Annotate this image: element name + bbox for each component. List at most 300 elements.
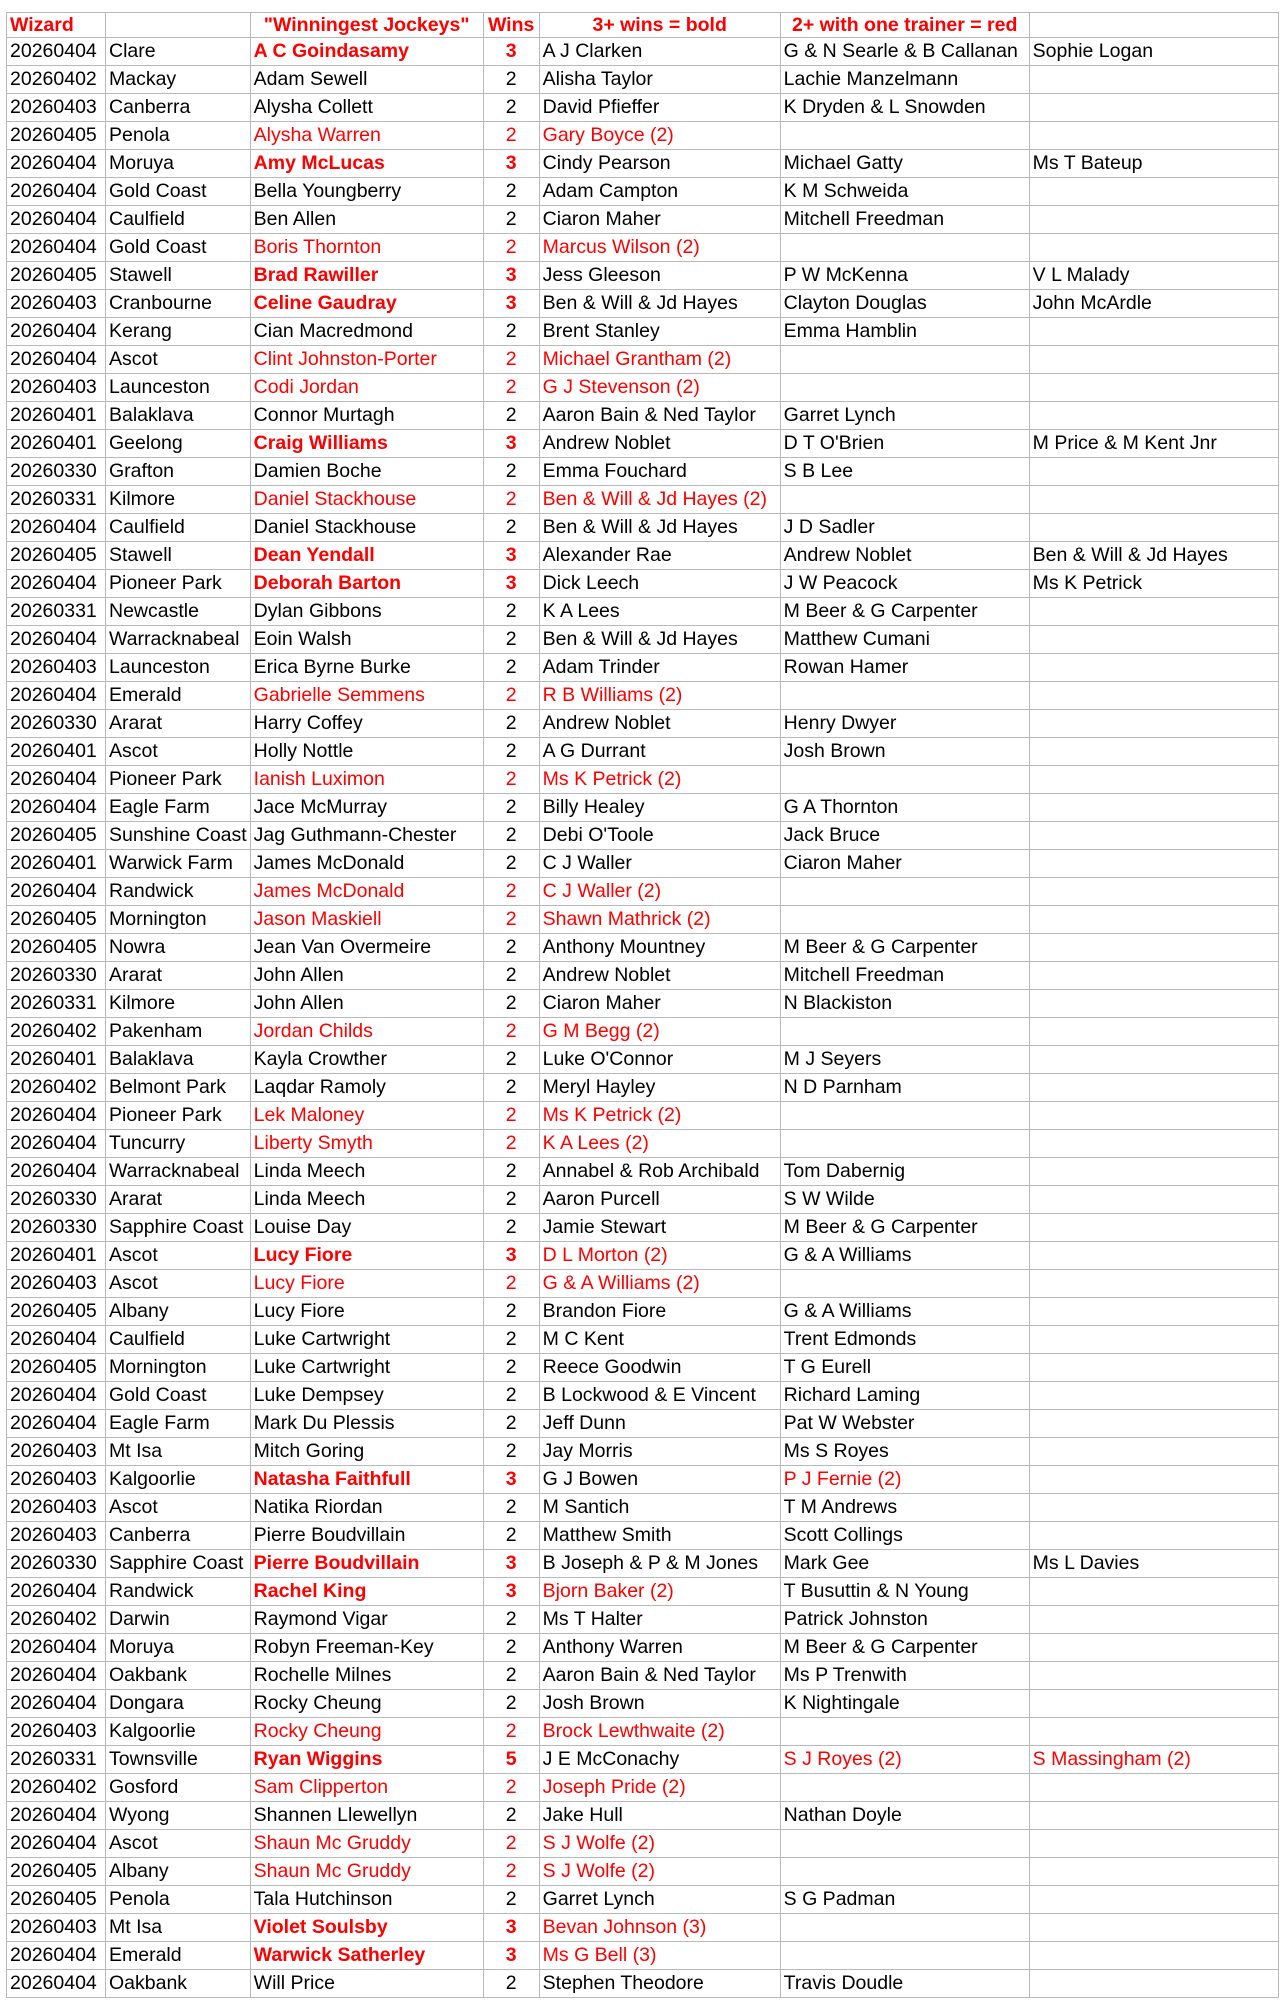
date-cell[interactable]: 20260403 bbox=[7, 1270, 106, 1298]
date-cell[interactable]: 20260404 bbox=[7, 1130, 106, 1158]
track-cell[interactable]: Warwick Farm bbox=[106, 850, 251, 878]
date-cell[interactable]: 20260404 bbox=[7, 1942, 106, 1970]
date-cell[interactable]: 20260403 bbox=[7, 1466, 106, 1494]
trainer-2-cell[interactable]: T G Eurell bbox=[780, 1354, 1029, 1382]
trainer-2-cell[interactable]: S B Lee bbox=[780, 458, 1029, 486]
date-cell[interactable]: 20260404 bbox=[7, 1662, 106, 1690]
trainer-1-cell[interactable]: Brent Stanley bbox=[539, 318, 780, 346]
jockey-cell[interactable]: Tala Hutchinson bbox=[250, 1886, 483, 1914]
trainer-3-cell[interactable] bbox=[1029, 1438, 1278, 1466]
trainer-1-cell[interactable]: C J Waller (2) bbox=[539, 878, 780, 906]
wins-cell[interactable]: 2 bbox=[483, 710, 539, 738]
trainer-2-cell[interactable]: M Beer & G Carpenter bbox=[780, 1634, 1029, 1662]
jockey-cell[interactable]: Gabrielle Semmens bbox=[250, 682, 483, 710]
trainer-1-cell[interactable]: Marcus Wilson (2) bbox=[539, 234, 780, 262]
trainer-2-cell[interactable]: T Busuttin & N Young bbox=[780, 1578, 1029, 1606]
trainer-2-cell[interactable]: K Nightingale bbox=[780, 1690, 1029, 1718]
track-cell[interactable]: Kalgoorlie bbox=[106, 1718, 251, 1746]
trainer-3-cell[interactable] bbox=[1029, 402, 1278, 430]
header-trainer-2[interactable]: 2+ with one trainer = red bbox=[780, 13, 1029, 38]
trainer-2-cell[interactable] bbox=[780, 766, 1029, 794]
wins-cell[interactable]: 3 bbox=[483, 542, 539, 570]
trainer-3-cell[interactable] bbox=[1029, 458, 1278, 486]
jockey-cell[interactable]: Brad Rawiller bbox=[250, 262, 483, 290]
wins-cell[interactable]: 2 bbox=[483, 738, 539, 766]
trainer-3-cell[interactable] bbox=[1029, 1018, 1278, 1046]
trainer-2-cell[interactable]: Josh Brown bbox=[780, 738, 1029, 766]
trainer-2-cell[interactable] bbox=[780, 1718, 1029, 1746]
date-cell[interactable]: 20260405 bbox=[7, 1886, 106, 1914]
trainer-2-cell[interactable]: Jack Bruce bbox=[780, 822, 1029, 850]
trainer-2-cell[interactable] bbox=[780, 346, 1029, 374]
date-cell[interactable]: 20260404 bbox=[7, 206, 106, 234]
jockey-cell[interactable]: Connor Murtagh bbox=[250, 402, 483, 430]
trainer-3-cell[interactable] bbox=[1029, 1662, 1278, 1690]
jockey-cell[interactable]: James McDonald bbox=[250, 878, 483, 906]
wins-cell[interactable]: 2 bbox=[483, 1606, 539, 1634]
trainer-2-cell[interactable]: Mitchell Freedman bbox=[780, 962, 1029, 990]
trainer-2-cell[interactable]: Matthew Cumani bbox=[780, 626, 1029, 654]
trainer-3-cell[interactable] bbox=[1029, 682, 1278, 710]
jockey-cell[interactable]: Rocky Cheung bbox=[250, 1690, 483, 1718]
track-cell[interactable]: Randwick bbox=[106, 878, 251, 906]
trainer-2-cell[interactable]: Emma Hamblin bbox=[780, 318, 1029, 346]
wins-cell[interactable]: 2 bbox=[483, 402, 539, 430]
track-cell[interactable]: Dongara bbox=[106, 1690, 251, 1718]
header-jockey[interactable]: "Winningest Jockeys" bbox=[250, 13, 483, 38]
track-cell[interactable]: Launceston bbox=[106, 374, 251, 402]
trainer-2-cell[interactable]: Mark Gee bbox=[780, 1550, 1029, 1578]
date-cell[interactable]: 20260405 bbox=[7, 542, 106, 570]
wins-cell[interactable]: 2 bbox=[483, 458, 539, 486]
trainer-1-cell[interactable]: Ben & Will & Jd Hayes bbox=[539, 626, 780, 654]
trainer-1-cell[interactable]: Stephen Theodore bbox=[539, 1970, 780, 1998]
trainer-1-cell[interactable]: Meryl Hayley bbox=[539, 1074, 780, 1102]
wins-cell[interactable]: 2 bbox=[483, 374, 539, 402]
wins-cell[interactable]: 2 bbox=[483, 1410, 539, 1438]
date-cell[interactable]: 20260404 bbox=[7, 234, 106, 262]
jockey-cell[interactable]: Jace McMurray bbox=[250, 794, 483, 822]
trainer-2-cell[interactable] bbox=[780, 374, 1029, 402]
trainer-1-cell[interactable]: G & A Williams (2) bbox=[539, 1270, 780, 1298]
trainer-1-cell[interactable]: Aaron Bain & Ned Taylor bbox=[539, 402, 780, 430]
trainer-1-cell[interactable]: Josh Brown bbox=[539, 1690, 780, 1718]
track-cell[interactable]: Newcastle bbox=[106, 598, 251, 626]
jockey-cell[interactable]: Linda Meech bbox=[250, 1158, 483, 1186]
date-cell[interactable]: 20260403 bbox=[7, 290, 106, 318]
wins-cell[interactable]: 2 bbox=[483, 682, 539, 710]
trainer-1-cell[interactable]: Michael Grantham (2) bbox=[539, 346, 780, 374]
track-cell[interactable]: Pioneer Park bbox=[106, 570, 251, 598]
track-cell[interactable]: Canberra bbox=[106, 1522, 251, 1550]
trainer-3-cell[interactable] bbox=[1029, 1102, 1278, 1130]
trainer-2-cell[interactable] bbox=[780, 1914, 1029, 1942]
trainer-3-cell[interactable] bbox=[1029, 1214, 1278, 1242]
date-cell[interactable]: 20260401 bbox=[7, 1046, 106, 1074]
track-cell[interactable]: Oakbank bbox=[106, 1970, 251, 1998]
jockey-cell[interactable]: Dean Yendall bbox=[250, 542, 483, 570]
date-cell[interactable]: 20260330 bbox=[7, 1550, 106, 1578]
trainer-3-cell[interactable] bbox=[1029, 1718, 1278, 1746]
trainer-1-cell[interactable]: D L Morton (2) bbox=[539, 1242, 780, 1270]
track-cell[interactable]: Warracknabeal bbox=[106, 1158, 251, 1186]
wins-cell[interactable]: 2 bbox=[483, 1186, 539, 1214]
track-cell[interactable]: Emerald bbox=[106, 682, 251, 710]
trainer-3-cell[interactable] bbox=[1029, 1326, 1278, 1354]
date-cell[interactable]: 20260403 bbox=[7, 94, 106, 122]
jockey-cell[interactable]: Will Price bbox=[250, 1970, 483, 1998]
date-cell[interactable]: 20260405 bbox=[7, 906, 106, 934]
wins-cell[interactable]: 2 bbox=[483, 1858, 539, 1886]
trainer-2-cell[interactable]: G & A Williams bbox=[780, 1242, 1029, 1270]
wins-cell[interactable]: 2 bbox=[483, 934, 539, 962]
trainer-2-cell[interactable]: N D Parnham bbox=[780, 1074, 1029, 1102]
trainer-2-cell[interactable]: Patrick Johnston bbox=[780, 1606, 1029, 1634]
jockey-cell[interactable]: Lek Maloney bbox=[250, 1102, 483, 1130]
trainer-2-cell[interactable]: P J Fernie (2) bbox=[780, 1466, 1029, 1494]
wins-cell[interactable]: 2 bbox=[483, 1018, 539, 1046]
wins-cell[interactable]: 2 bbox=[483, 990, 539, 1018]
trainer-2-cell[interactable] bbox=[780, 1830, 1029, 1858]
track-cell[interactable]: Sapphire Coast bbox=[106, 1214, 251, 1242]
trainer-3-cell[interactable] bbox=[1029, 1942, 1278, 1970]
track-cell[interactable]: Balaklava bbox=[106, 402, 251, 430]
jockey-cell[interactable]: Rochelle Milnes bbox=[250, 1662, 483, 1690]
jockey-cell[interactable]: Boris Thornton bbox=[250, 234, 483, 262]
trainer-1-cell[interactable]: Ben & Will & Jd Hayes bbox=[539, 290, 780, 318]
trainer-3-cell[interactable] bbox=[1029, 822, 1278, 850]
trainer-3-cell[interactable] bbox=[1029, 234, 1278, 262]
date-cell[interactable]: 20260330 bbox=[7, 962, 106, 990]
trainer-1-cell[interactable]: Joseph Pride (2) bbox=[539, 1774, 780, 1802]
trainer-3-cell[interactable]: John McArdle bbox=[1029, 290, 1278, 318]
track-cell[interactable]: Ascot bbox=[106, 346, 251, 374]
track-cell[interactable]: Townsville bbox=[106, 1746, 251, 1774]
date-cell[interactable]: 20260401 bbox=[7, 850, 106, 878]
track-cell[interactable]: Emerald bbox=[106, 1942, 251, 1970]
track-cell[interactable]: Mackay bbox=[106, 66, 251, 94]
trainer-1-cell[interactable]: Debi O'Toole bbox=[539, 822, 780, 850]
track-cell[interactable]: Mornington bbox=[106, 1354, 251, 1382]
jockey-cell[interactable]: Pierre Boudvillain bbox=[250, 1550, 483, 1578]
wins-cell[interactable]: 3 bbox=[483, 1466, 539, 1494]
trainer-2-cell[interactable]: Pat W Webster bbox=[780, 1410, 1029, 1438]
trainer-1-cell[interactable]: K A Lees bbox=[539, 598, 780, 626]
trainer-2-cell[interactable]: K M Schweida bbox=[780, 178, 1029, 206]
wins-cell[interactable]: 2 bbox=[483, 598, 539, 626]
jockey-cell[interactable]: Shaun Mc Gruddy bbox=[250, 1830, 483, 1858]
trainer-3-cell[interactable] bbox=[1029, 906, 1278, 934]
trainer-3-cell[interactable] bbox=[1029, 318, 1278, 346]
wins-cell[interactable]: 3 bbox=[483, 1550, 539, 1578]
trainer-1-cell[interactable]: A J Clarken bbox=[539, 38, 780, 66]
wins-cell[interactable]: 2 bbox=[483, 1522, 539, 1550]
trainer-2-cell[interactable]: J W Peacock bbox=[780, 570, 1029, 598]
trainer-3-cell[interactable] bbox=[1029, 1130, 1278, 1158]
trainer-3-cell[interactable] bbox=[1029, 94, 1278, 122]
jockey-cell[interactable]: Shannen Llewellyn bbox=[250, 1802, 483, 1830]
date-cell[interactable]: 20260404 bbox=[7, 1634, 106, 1662]
trainer-3-cell[interactable]: M Price & M Kent Jnr bbox=[1029, 430, 1278, 458]
wins-cell[interactable]: 2 bbox=[483, 1886, 539, 1914]
trainer-3-cell[interactable] bbox=[1029, 850, 1278, 878]
trainer-3-cell[interactable] bbox=[1029, 794, 1278, 822]
trainer-1-cell[interactable]: Emma Fouchard bbox=[539, 458, 780, 486]
trainer-2-cell[interactable]: Rowan Hamer bbox=[780, 654, 1029, 682]
trainer-3-cell[interactable]: Ms K Petrick bbox=[1029, 570, 1278, 598]
jockey-cell[interactable]: John Allen bbox=[250, 990, 483, 1018]
jockey-cell[interactable]: Dylan Gibbons bbox=[250, 598, 483, 626]
trainer-2-cell[interactable]: M Beer & G Carpenter bbox=[780, 1214, 1029, 1242]
wins-cell[interactable]: 2 bbox=[483, 878, 539, 906]
jockey-cell[interactable]: Lucy Fiore bbox=[250, 1242, 483, 1270]
trainer-1-cell[interactable]: Jeff Dunn bbox=[539, 1410, 780, 1438]
trainer-2-cell[interactable] bbox=[780, 1858, 1029, 1886]
trainer-2-cell[interactable]: Ms S Royes bbox=[780, 1438, 1029, 1466]
trainer-1-cell[interactable]: Shawn Mathrick (2) bbox=[539, 906, 780, 934]
header-track[interactable] bbox=[106, 13, 251, 38]
trainer-2-cell[interactable]: Tom Dabernig bbox=[780, 1158, 1029, 1186]
track-cell[interactable]: Stawell bbox=[106, 542, 251, 570]
wins-cell[interactable]: 2 bbox=[483, 514, 539, 542]
trainer-3-cell[interactable] bbox=[1029, 1970, 1278, 1998]
trainer-1-cell[interactable]: Billy Healey bbox=[539, 794, 780, 822]
track-cell[interactable]: Clare bbox=[106, 38, 251, 66]
trainer-1-cell[interactable]: Ms K Petrick (2) bbox=[539, 766, 780, 794]
track-cell[interactable]: Gold Coast bbox=[106, 1382, 251, 1410]
date-cell[interactable]: 20260404 bbox=[7, 1802, 106, 1830]
trainer-3-cell[interactable] bbox=[1029, 1242, 1278, 1270]
header-trainer-1[interactable]: 3+ wins = bold bbox=[539, 13, 780, 38]
jockey-cell[interactable]: Erica Byrne Burke bbox=[250, 654, 483, 682]
trainer-1-cell[interactable]: Alexander Rae bbox=[539, 542, 780, 570]
date-cell[interactable]: 20260403 bbox=[7, 1914, 106, 1942]
trainer-2-cell[interactable]: Lachie Manzelmann bbox=[780, 66, 1029, 94]
wins-cell[interactable]: 2 bbox=[483, 1970, 539, 1998]
track-cell[interactable]: Kalgoorlie bbox=[106, 1466, 251, 1494]
track-cell[interactable]: Ararat bbox=[106, 1186, 251, 1214]
jockey-cell[interactable]: Alysha Warren bbox=[250, 122, 483, 150]
trainer-3-cell[interactable] bbox=[1029, 206, 1278, 234]
jockey-cell[interactable]: Eoin Walsh bbox=[250, 626, 483, 654]
trainer-2-cell[interactable]: M J Seyers bbox=[780, 1046, 1029, 1074]
date-cell[interactable]: 20260404 bbox=[7, 514, 106, 542]
jockey-cell[interactable]: Jean Van Overmeire bbox=[250, 934, 483, 962]
track-cell[interactable]: Stawell bbox=[106, 262, 251, 290]
date-cell[interactable]: 20260404 bbox=[7, 1690, 106, 1718]
trainer-3-cell[interactable]: Sophie Logan bbox=[1029, 38, 1278, 66]
trainer-2-cell[interactable]: Mitchell Freedman bbox=[780, 206, 1029, 234]
jockey-cell[interactable]: A C Goindasamy bbox=[250, 38, 483, 66]
trainer-3-cell[interactable] bbox=[1029, 934, 1278, 962]
track-cell[interactable]: Moruya bbox=[106, 1634, 251, 1662]
trainer-3-cell[interactable] bbox=[1029, 514, 1278, 542]
wins-cell[interactable]: 2 bbox=[483, 94, 539, 122]
trainer-3-cell[interactable] bbox=[1029, 1410, 1278, 1438]
date-cell[interactable]: 20260404 bbox=[7, 1970, 106, 1998]
jockey-cell[interactable]: Amy McLucas bbox=[250, 150, 483, 178]
jockey-cell[interactable]: Cian Macredmond bbox=[250, 318, 483, 346]
trainer-3-cell[interactable] bbox=[1029, 122, 1278, 150]
track-cell[interactable]: Geelong bbox=[106, 430, 251, 458]
wins-cell[interactable]: 2 bbox=[483, 1830, 539, 1858]
track-cell[interactable]: Belmont Park bbox=[106, 1074, 251, 1102]
trainer-1-cell[interactable]: Adam Campton bbox=[539, 178, 780, 206]
jockey-cell[interactable]: Liberty Smyth bbox=[250, 1130, 483, 1158]
trainer-2-cell[interactable]: G & A Williams bbox=[780, 1298, 1029, 1326]
date-cell[interactable]: 20260401 bbox=[7, 738, 106, 766]
track-cell[interactable]: Albany bbox=[106, 1858, 251, 1886]
date-cell[interactable]: 20260404 bbox=[7, 878, 106, 906]
trainer-1-cell[interactable]: Luke O'Connor bbox=[539, 1046, 780, 1074]
trainer-1-cell[interactable]: Cindy Pearson bbox=[539, 150, 780, 178]
trainer-3-cell[interactable]: Ben & Will & Jd Hayes bbox=[1029, 542, 1278, 570]
wins-cell[interactable]: 2 bbox=[483, 1438, 539, 1466]
trainer-1-cell[interactable]: Garret Lynch bbox=[539, 1886, 780, 1914]
wins-cell[interactable]: 2 bbox=[483, 1774, 539, 1802]
trainer-2-cell[interactable]: Clayton Douglas bbox=[780, 290, 1029, 318]
jockey-cell[interactable]: Laqdar Ramoly bbox=[250, 1074, 483, 1102]
jockey-cell[interactable]: Luke Cartwright bbox=[250, 1354, 483, 1382]
trainer-1-cell[interactable]: Andrew Noblet bbox=[539, 710, 780, 738]
date-cell[interactable]: 20260402 bbox=[7, 1606, 106, 1634]
jockey-cell[interactable]: Ben Allen bbox=[250, 206, 483, 234]
trainer-1-cell[interactable]: Anthony Mountney bbox=[539, 934, 780, 962]
trainer-1-cell[interactable]: G J Bowen bbox=[539, 1466, 780, 1494]
wins-cell[interactable]: 3 bbox=[483, 430, 539, 458]
trainer-3-cell[interactable] bbox=[1029, 1382, 1278, 1410]
trainer-2-cell[interactable] bbox=[780, 1018, 1029, 1046]
track-cell[interactable]: Ascot bbox=[106, 1270, 251, 1298]
wins-cell[interactable]: 2 bbox=[483, 1130, 539, 1158]
wins-cell[interactable]: 2 bbox=[483, 1074, 539, 1102]
jockey-cell[interactable]: Lucy Fiore bbox=[250, 1298, 483, 1326]
trainer-1-cell[interactable]: G M Begg (2) bbox=[539, 1018, 780, 1046]
trainer-3-cell[interactable] bbox=[1029, 654, 1278, 682]
wins-cell[interactable]: 2 bbox=[483, 850, 539, 878]
header-trainer-3[interactable] bbox=[1029, 13, 1278, 38]
date-cell[interactable]: 20260404 bbox=[7, 1830, 106, 1858]
trainer-3-cell[interactable] bbox=[1029, 598, 1278, 626]
track-cell[interactable]: Ascot bbox=[106, 1242, 251, 1270]
trainer-3-cell[interactable] bbox=[1029, 1914, 1278, 1942]
wins-cell[interactable]: 2 bbox=[483, 794, 539, 822]
trainer-1-cell[interactable]: K A Lees (2) bbox=[539, 1130, 780, 1158]
trainer-2-cell[interactable]: S J Royes (2) bbox=[780, 1746, 1029, 1774]
wins-cell[interactable]: 2 bbox=[483, 178, 539, 206]
trainer-1-cell[interactable]: Reece Goodwin bbox=[539, 1354, 780, 1382]
wins-cell[interactable]: 2 bbox=[483, 1634, 539, 1662]
trainer-2-cell[interactable]: P W McKenna bbox=[780, 262, 1029, 290]
track-cell[interactable]: Pakenham bbox=[106, 1018, 251, 1046]
trainer-1-cell[interactable]: Ciaron Maher bbox=[539, 990, 780, 1018]
trainer-2-cell[interactable] bbox=[780, 682, 1029, 710]
track-cell[interactable]: Pioneer Park bbox=[106, 1102, 251, 1130]
jockey-cell[interactable]: Raymond Vigar bbox=[250, 1606, 483, 1634]
jockey-cell[interactable]: Codi Jordan bbox=[250, 374, 483, 402]
wins-cell[interactable]: 2 bbox=[483, 1802, 539, 1830]
trainer-3-cell[interactable] bbox=[1029, 1802, 1278, 1830]
jockey-cell[interactable]: Natika Riordan bbox=[250, 1494, 483, 1522]
jockey-cell[interactable]: Lucy Fiore bbox=[250, 1270, 483, 1298]
trainer-3-cell[interactable]: V L Malady bbox=[1029, 262, 1278, 290]
date-cell[interactable]: 20260404 bbox=[7, 178, 106, 206]
trainer-3-cell[interactable]: Ms L Davies bbox=[1029, 1550, 1278, 1578]
trainer-1-cell[interactable]: Brandon Fiore bbox=[539, 1298, 780, 1326]
date-cell[interactable]: 20260331 bbox=[7, 598, 106, 626]
date-cell[interactable]: 20260404 bbox=[7, 794, 106, 822]
track-cell[interactable]: Oakbank bbox=[106, 1662, 251, 1690]
date-cell[interactable]: 20260405 bbox=[7, 1858, 106, 1886]
track-cell[interactable]: Tuncurry bbox=[106, 1130, 251, 1158]
track-cell[interactable]: Grafton bbox=[106, 458, 251, 486]
wins-cell[interactable]: 2 bbox=[483, 66, 539, 94]
date-cell[interactable]: 20260403 bbox=[7, 1522, 106, 1550]
date-cell[interactable]: 20260405 bbox=[7, 822, 106, 850]
trainer-1-cell[interactable]: Ben & Will & Jd Hayes bbox=[539, 514, 780, 542]
trainer-2-cell[interactable] bbox=[780, 878, 1029, 906]
wins-cell[interactable]: 3 bbox=[483, 1914, 539, 1942]
trainer-1-cell[interactable]: Aaron Purcell bbox=[539, 1186, 780, 1214]
track-cell[interactable]: Launceston bbox=[106, 654, 251, 682]
trainer-1-cell[interactable]: Ms K Petrick (2) bbox=[539, 1102, 780, 1130]
trainer-3-cell[interactable] bbox=[1029, 1522, 1278, 1550]
track-cell[interactable]: Penola bbox=[106, 122, 251, 150]
date-cell[interactable]: 20260403 bbox=[7, 1494, 106, 1522]
trainer-2-cell[interactable]: Nathan Doyle bbox=[780, 1802, 1029, 1830]
trainer-2-cell[interactable]: M Beer & G Carpenter bbox=[780, 934, 1029, 962]
date-cell[interactable]: 20260403 bbox=[7, 374, 106, 402]
trainer-1-cell[interactable]: A G Durrant bbox=[539, 738, 780, 766]
trainer-1-cell[interactable]: Ciaron Maher bbox=[539, 206, 780, 234]
wins-cell[interactable]: 2 bbox=[483, 486, 539, 514]
date-cell[interactable]: 20260403 bbox=[7, 1718, 106, 1746]
track-cell[interactable]: Caulfield bbox=[106, 514, 251, 542]
track-cell[interactable]: Ascot bbox=[106, 1494, 251, 1522]
date-cell[interactable]: 20260405 bbox=[7, 1298, 106, 1326]
trainer-3-cell[interactable] bbox=[1029, 374, 1278, 402]
trainer-1-cell[interactable]: B Lockwood & E Vincent bbox=[539, 1382, 780, 1410]
jockey-cell[interactable]: Damien Boche bbox=[250, 458, 483, 486]
date-cell[interactable]: 20260405 bbox=[7, 262, 106, 290]
jockey-cell[interactable]: Kayla Crowther bbox=[250, 1046, 483, 1074]
trainer-3-cell[interactable] bbox=[1029, 1578, 1278, 1606]
wins-cell[interactable]: 2 bbox=[483, 1690, 539, 1718]
trainer-1-cell[interactable]: Bjorn Baker (2) bbox=[539, 1578, 780, 1606]
date-cell[interactable]: 20260404 bbox=[7, 318, 106, 346]
trainer-3-cell[interactable] bbox=[1029, 1046, 1278, 1074]
track-cell[interactable]: Randwick bbox=[106, 1578, 251, 1606]
wins-cell[interactable]: 2 bbox=[483, 1662, 539, 1690]
trainer-2-cell[interactable] bbox=[780, 1130, 1029, 1158]
trainer-3-cell[interactable] bbox=[1029, 962, 1278, 990]
trainer-1-cell[interactable]: B Joseph & P & M Jones bbox=[539, 1550, 780, 1578]
date-cell[interactable]: 20260401 bbox=[7, 1242, 106, 1270]
trainer-1-cell[interactable]: M Santich bbox=[539, 1494, 780, 1522]
wins-cell[interactable]: 3 bbox=[483, 1578, 539, 1606]
track-cell[interactable]: Ararat bbox=[106, 710, 251, 738]
jockey-cell[interactable]: Mitch Goring bbox=[250, 1438, 483, 1466]
trainer-2-cell[interactable]: Richard Laming bbox=[780, 1382, 1029, 1410]
trainer-2-cell[interactable]: G A Thornton bbox=[780, 794, 1029, 822]
date-cell[interactable]: 20260405 bbox=[7, 934, 106, 962]
trainer-1-cell[interactable]: David Pfieffer bbox=[539, 94, 780, 122]
trainer-2-cell[interactable]: Garret Lynch bbox=[780, 402, 1029, 430]
trainer-3-cell[interactable]: Ms T Bateup bbox=[1029, 150, 1278, 178]
wins-cell[interactable]: 3 bbox=[483, 262, 539, 290]
trainer-1-cell[interactable]: M C Kent bbox=[539, 1326, 780, 1354]
jockey-cell[interactable]: Ryan Wiggins bbox=[250, 1746, 483, 1774]
